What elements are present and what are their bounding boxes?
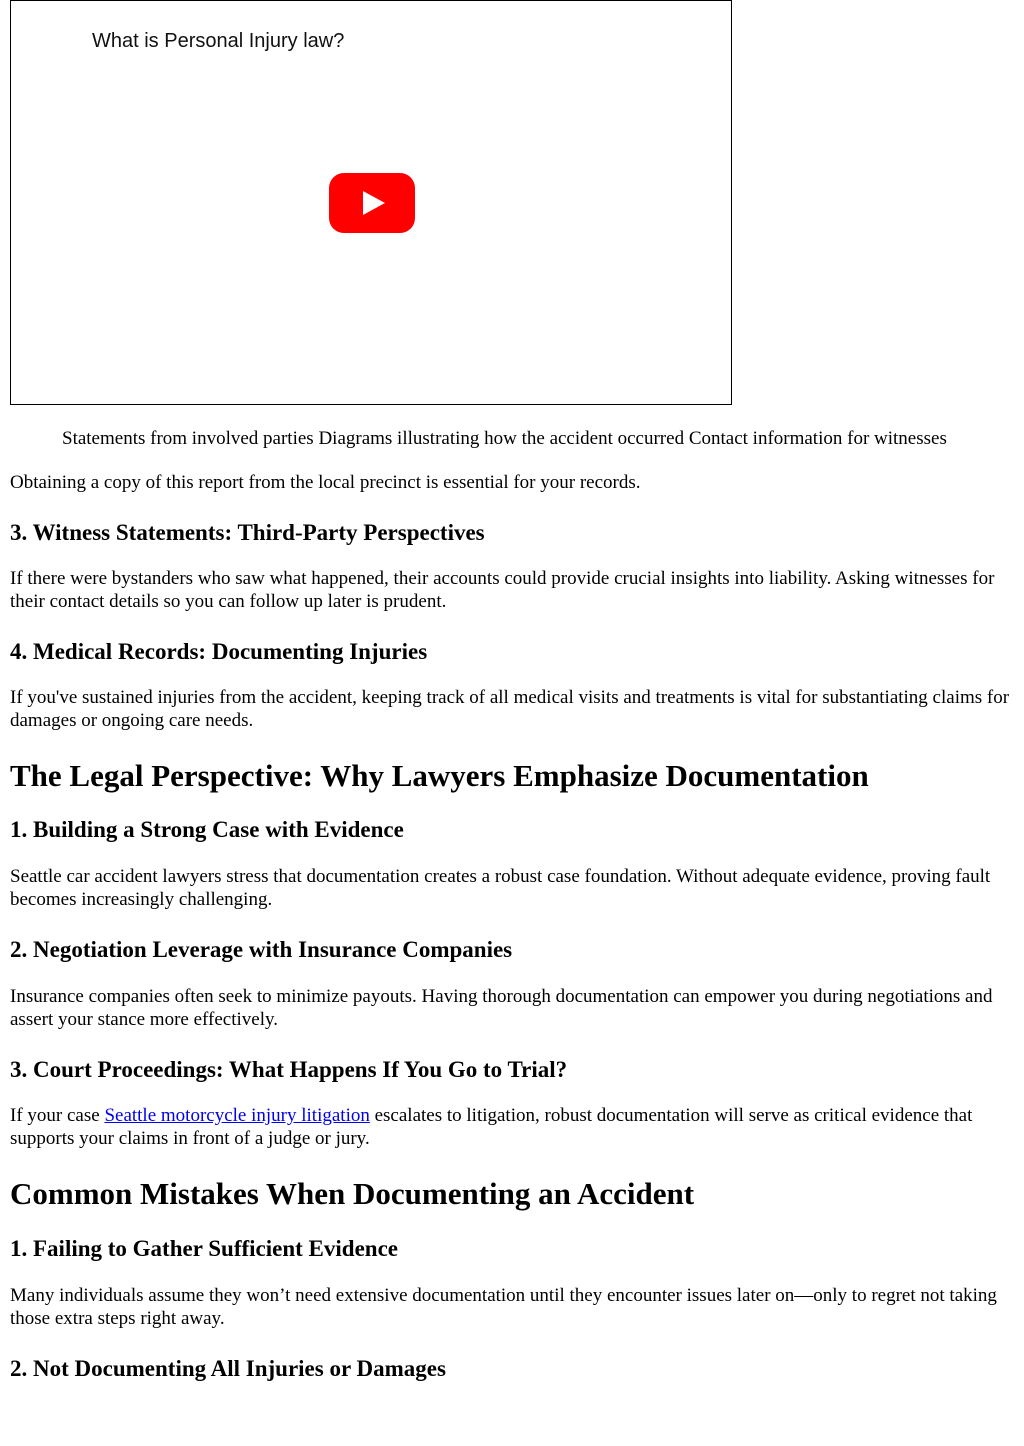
heading-witness-statements: 3. Witness Statements: Third-Party Perspectives (10, 520, 485, 545)
paragraph-building: Seattle car accident lawyers stress that documentation creates a robust case foundation. Without adequate evidence, proving fault becomes increasingly challenging. (10, 866, 991, 910)
paragraph-court (10, 1104, 1010, 1150)
video-title[interactable]: What is Personal Injury law? (92, 30, 345, 52)
paragraph-negotiation: Insurance companies often seek to minimize payouts. Having thorough documentation can empower you during negotiations and assert your stance more effectively. (10, 986, 993, 1030)
heading-court: 3. Court Proceedings: What Happens If You Go to Trial? (10, 1057, 568, 1082)
paragraph-failing: Many individuals assume they won’t need extensive documentation until they encounter issues later on—only to regret not taking those extra steps right away. (10, 1285, 997, 1329)
evidence-list-quote: Statements from involved parties Diagrams illustrating how the accident occurred Contact information for witnesses (62, 428, 947, 449)
youtube-play-icon[interactable] (329, 173, 415, 233)
paragraph-witness: If there were bystanders who saw what happened, their accounts could provide crucial insights into liability. Asking witnesses for their contact details so you can follow up later is prudent. (10, 568, 995, 612)
paragraph-court-after: escalates to litigation, robust documentation will serve as critical evidence that supports your claims in front of a judge or jury. (10, 1105, 973, 1149)
heading-failing-evidence: 1. Failing to Gather Sufficient Evidence (10, 1236, 399, 1261)
litigation-link[interactable]: Seattle motorcycle injury litigation (104, 1105, 370, 1126)
video-embed[interactable] (10, 0, 732, 405)
heading-medical-records: 4. Medical Records: Documenting Injuries (10, 639, 428, 664)
heading-legal-perspective: The Legal Perspective: Why Lawyers Emphasize Documentation (10, 758, 869, 793)
paragraph-court-before: If your case (10, 1105, 105, 1126)
paragraph-report: Obtaining a copy of this report from the local precinct is essential for your records. (10, 472, 641, 493)
heading-negotiation: 2. Negotiation Leverage with Insurance Companies (10, 937, 513, 962)
paragraph-medical: If you've sustained injuries from the accident, keeping track of all medical visits and treatments is vital for substantiating claims for damages or ongoing care needs. (10, 687, 1010, 731)
heading-building-case: 1. Building a Strong Case with Evidence (10, 817, 404, 842)
heading-common-mistakes: Common Mistakes When Documenting an Accident (10, 1176, 695, 1211)
article-page (10, 0, 1010, 1383)
heading-not-documenting: 2. Not Documenting All Injuries or Damages (10, 1356, 446, 1381)
